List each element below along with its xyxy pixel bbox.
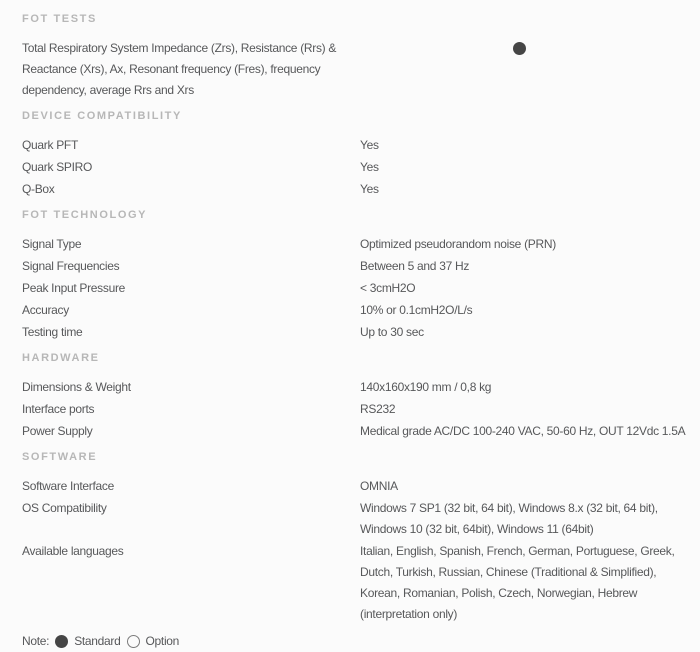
spec-row — [22, 135, 692, 156]
spec-row — [22, 179, 692, 200]
spec-row-value: < 3cmH2O — [360, 281, 416, 295]
standard-filled-dot-icon — [55, 635, 68, 648]
spec-row-value: Optimized pseudorandom noise (PRN) — [360, 237, 556, 251]
spec-table — [22, 13, 692, 625]
spec-row-label: Power Supply — [22, 424, 93, 438]
section-rows — [22, 135, 692, 200]
spec-row-label: OS Compatibility — [22, 501, 107, 515]
spec-row-label: Quark PFT — [22, 138, 78, 152]
section-rows — [22, 234, 692, 343]
spec-row — [22, 278, 692, 299]
spec-row-label: Signal Type — [22, 237, 82, 251]
section-rows — [22, 38, 692, 101]
spec-row-label: Quark SPIRO — [22, 160, 93, 174]
spec-row-value — [360, 38, 692, 62]
spec-section — [22, 13, 692, 101]
spec-row-label: Peak Input Pressure — [22, 281, 126, 295]
spec-row-value: OMNIA — [360, 479, 398, 493]
spec-row — [22, 476, 692, 497]
standard-filled-dot-icon — [513, 42, 526, 55]
section-title: DEVICE COMPATIBILITY — [22, 110, 182, 122]
spec-row-value: RS232 — [360, 402, 396, 416]
spec-section — [22, 209, 692, 343]
spec-row-label: Testing time — [22, 325, 83, 339]
spec-row-value: Yes — [360, 138, 379, 152]
spec-row — [22, 256, 692, 277]
spec-row-value: 140x160x190 mm / 0,8 kg — [360, 380, 492, 394]
standard-label: Standard — [74, 634, 121, 648]
spec-row — [22, 421, 692, 442]
spec-row-label: Interface ports — [22, 402, 95, 416]
section-title: FOT TESTS — [22, 13, 97, 25]
spec-row-value: Italian, English, Spanish, French, German, Portuguese, Greek, Dutch, Turkish, Russian, Chinese (Traditional & Simplified), Korean, Romanian, Polish, Czech, Norwegian, Hebrew (interpretation only) — [360, 544, 675, 621]
section-title: SOFTWARE — [22, 451, 98, 463]
spec-row — [22, 38, 692, 101]
spec-row-label: Q-Box — [22, 182, 55, 196]
note-label: Note: — [22, 634, 50, 648]
spec-row-label: Software Interface — [22, 479, 114, 493]
spec-row — [22, 322, 692, 343]
section-rows — [22, 476, 692, 625]
spec-row — [22, 377, 692, 398]
spec-section — [22, 451, 692, 625]
spec-section — [22, 110, 692, 200]
section-title: HARDWARE — [22, 352, 100, 364]
spec-row — [22, 541, 692, 625]
option-label: Option — [145, 634, 180, 648]
spec-row-value: Yes — [360, 182, 379, 196]
spec-row-value: Between 5 and 37 Hz — [360, 259, 470, 273]
spec-row — [22, 498, 692, 540]
spec-row-value: Medical grade AC/DC 100-240 VAC, 50-60 Hz, OUT 12Vdc 1.5A — [360, 424, 686, 438]
spec-row-value: Windows 7 SP1 (32 bit, 64 bit), Windows 8.x (32 bit, 64 bit), Windows 10 (32 bit, 64bit), Windows 11 (64bit) — [360, 501, 658, 536]
spec-row — [22, 399, 692, 420]
spec-row-value: 10% or 0.1cmH2O/L/s — [360, 303, 473, 317]
spec-section — [22, 352, 692, 442]
spec-row-label: Total Respiratory System Impedance (Zrs), Resistance (Rrs) & Reactance (Xrs), Ax, Resonant frequency (Fres), frequency dependency, average Rrs and Xrs — [22, 41, 337, 97]
spec-row-value: Yes — [360, 160, 379, 174]
spec-row-label: Accuracy — [22, 303, 69, 317]
section-rows — [22, 377, 692, 442]
spec-row-value: Up to 30 sec — [360, 325, 424, 339]
section-title: FOT TECHNOLOGY — [22, 209, 148, 221]
spec-row — [22, 300, 692, 321]
spec-row — [22, 234, 692, 255]
spec-row-label: Dimensions & Weight — [22, 380, 131, 394]
legend-note — [22, 631, 692, 652]
spec-row-label: Available languages — [22, 544, 124, 558]
spec-row-label: Signal Frequencies — [22, 259, 120, 273]
option-outline-dot-icon — [127, 635, 140, 648]
spec-row — [22, 157, 692, 178]
